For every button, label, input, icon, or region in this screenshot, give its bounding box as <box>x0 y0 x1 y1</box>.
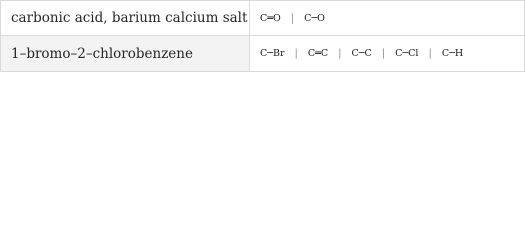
compound-name-cell <box>1 36 250 71</box>
compound-name: carbonic acid, barium calcium salt <box>11 10 248 26</box>
bond-list-cell <box>250 1 524 36</box>
bond-label: C─H <box>441 48 464 59</box>
bond-label: C═O <box>260 12 281 24</box>
bond-label: C─Cl <box>395 48 419 59</box>
bond-list-cell <box>250 36 524 71</box>
bond-types-table <box>0 0 525 72</box>
bond-label: C─Br <box>260 48 285 59</box>
separator: | <box>294 48 298 59</box>
separator: | <box>381 48 386 59</box>
compound-name-cell <box>1 1 250 36</box>
bond-label: C─C <box>351 48 372 59</box>
separator: | <box>428 48 432 59</box>
separator: | <box>338 48 342 59</box>
bond-label: C═C <box>307 48 329 59</box>
compound-name: 1–bromo–2–chlorobenzene <box>11 45 193 62</box>
separator: | <box>290 12 295 24</box>
bond-label: C─O <box>304 12 325 24</box>
